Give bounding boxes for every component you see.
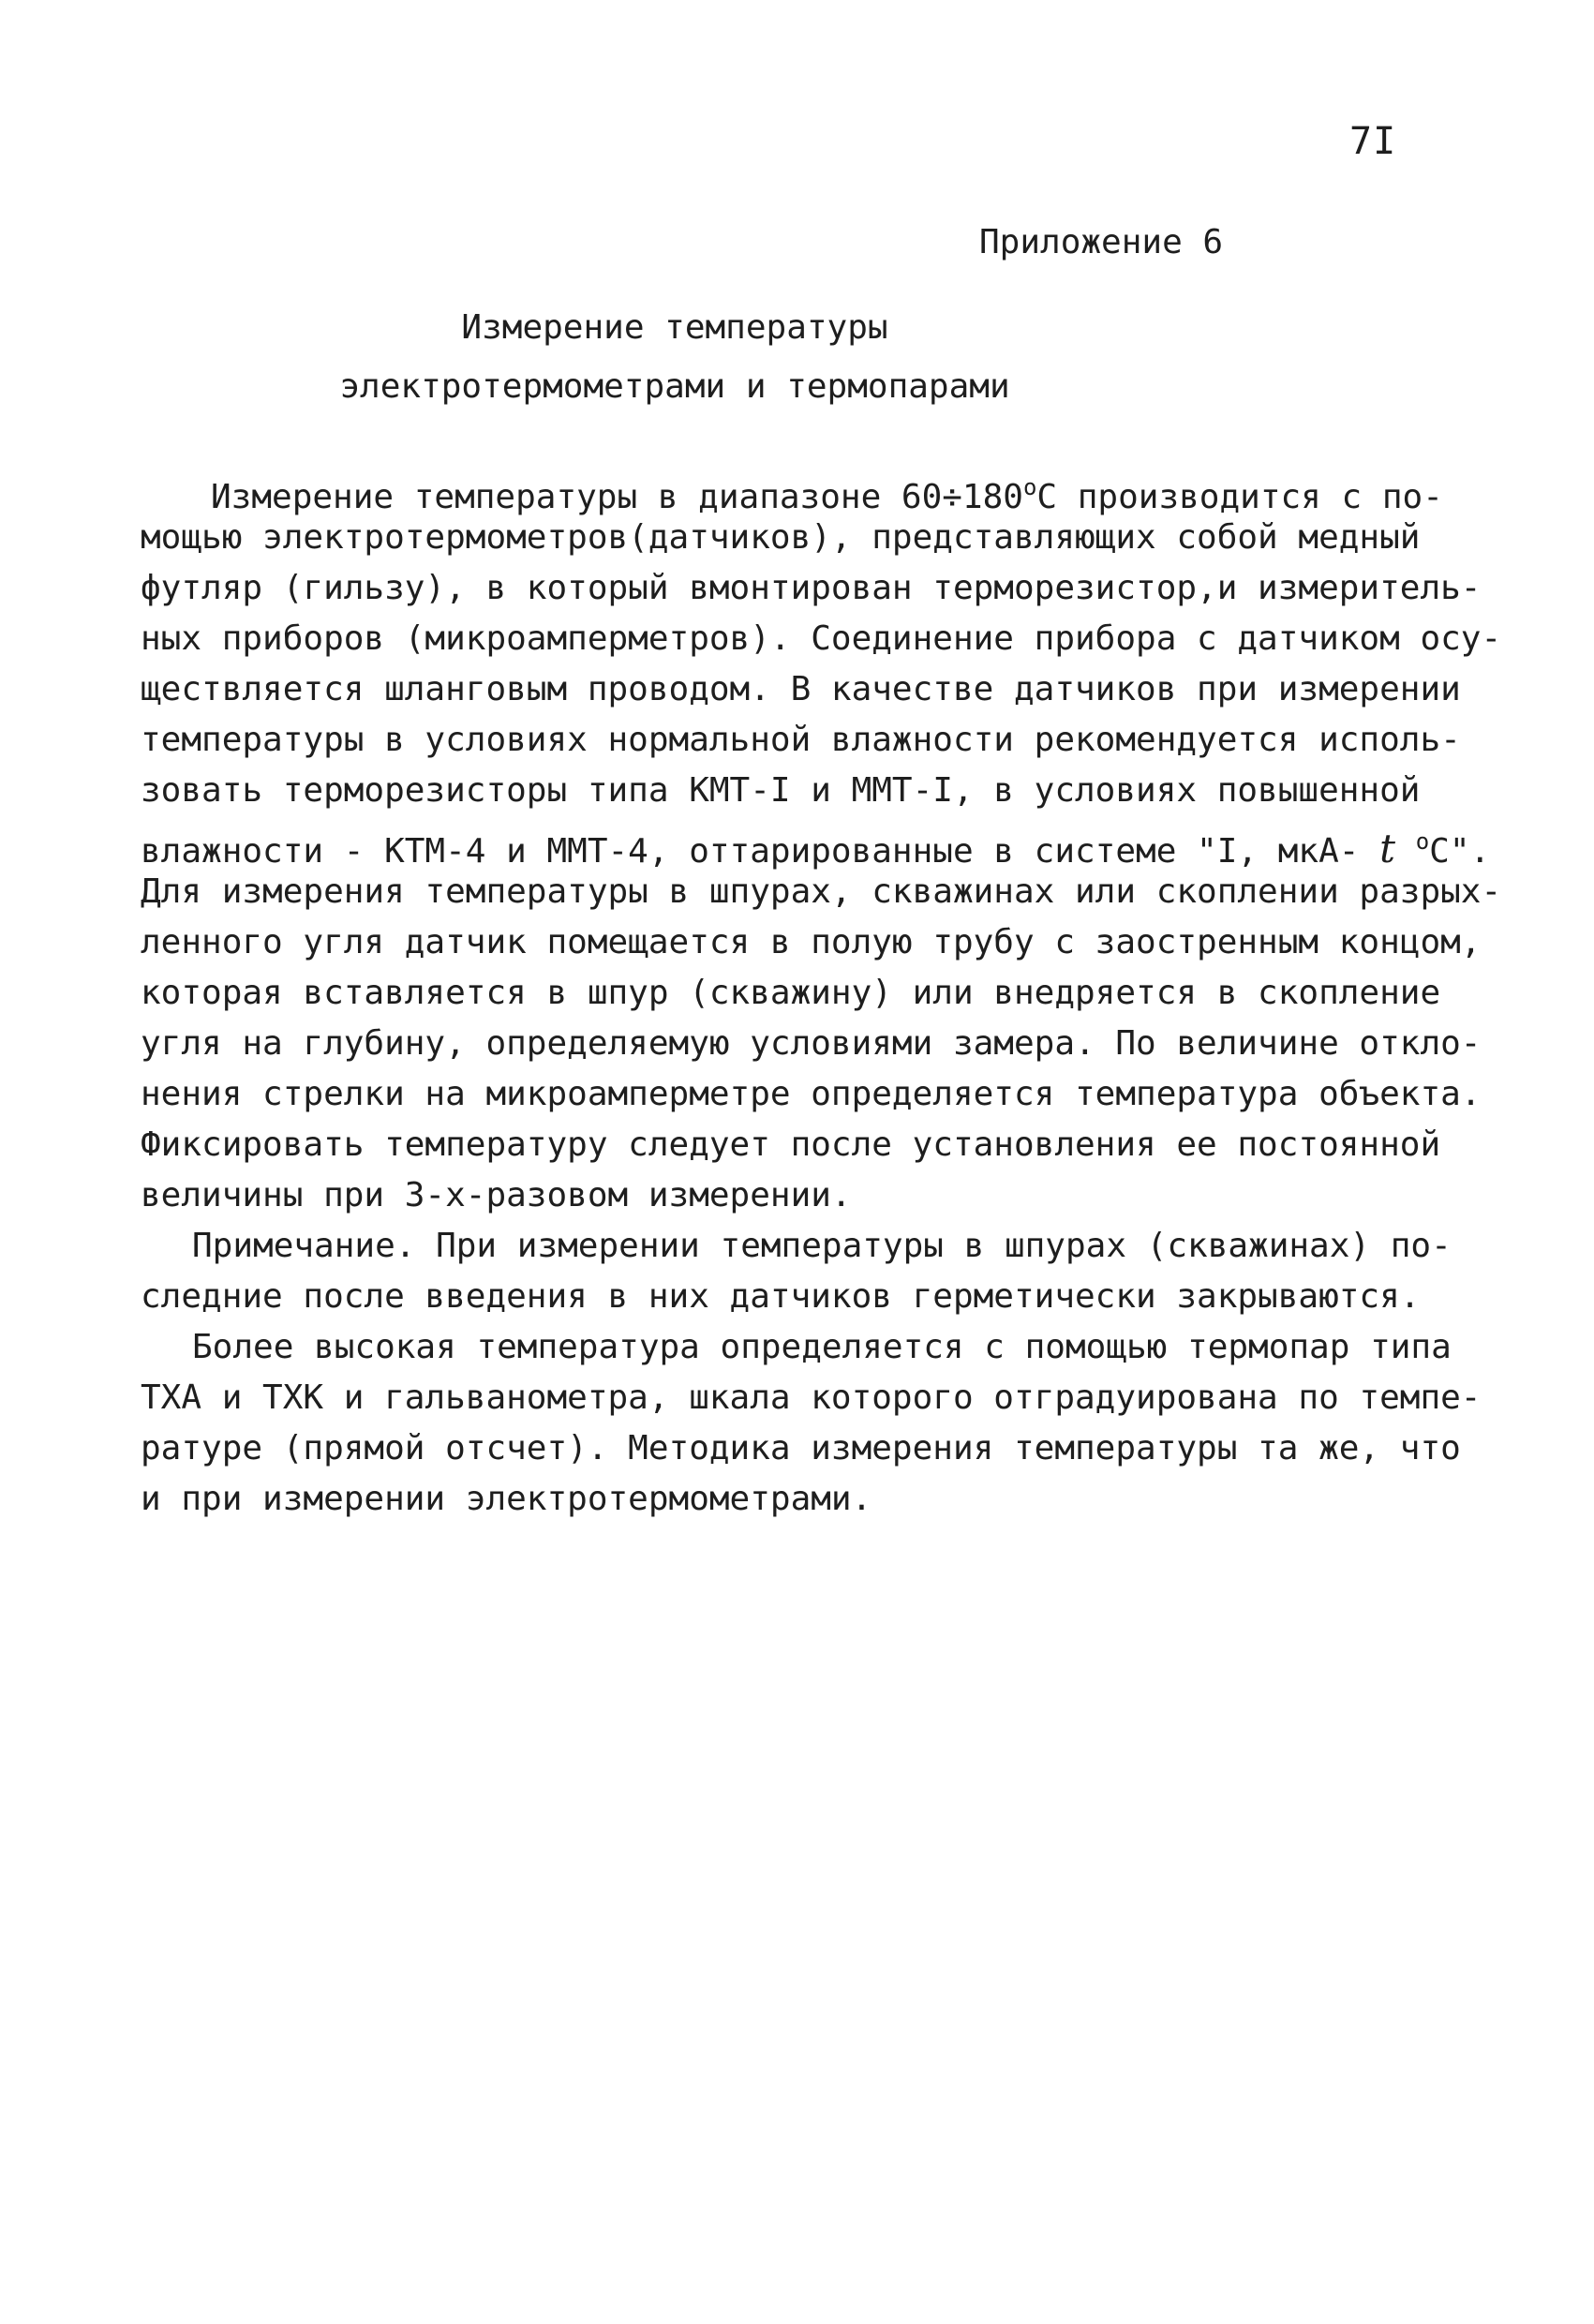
paragraph2-line-1: Более высокая температура определяется с помощью термопар типа	[192, 1328, 1452, 1366]
paragraph1-line-9: Для измерения температуры в шпурах, скважинах или скоплении разрых-	[141, 872, 1502, 911]
page-number: 7I	[1349, 120, 1397, 163]
paragraph2-line-4: и при измерении электротермометрами.	[141, 1480, 872, 1518]
title-line-2: электротермометрами и термопарами	[339, 367, 1010, 406]
paragraph1-line-8-text-b: С".	[1429, 832, 1491, 871]
paragraph1-line-3: футляр (гильзу), в который вмонтирован терморезистор,и измеритель-	[141, 569, 1482, 607]
paragraph1-line-7: зовать терморезисторы типа КМТ-I и ММТ-I, в условиях повышенной	[141, 771, 1421, 810]
paragraph1-line-4: ных приборов (микроамперметров). Соединение прибора с датчиком осу-	[141, 619, 1502, 658]
appendix-label: Приложение 6	[979, 223, 1224, 261]
paragraph1-line-15: величины при 3-х-разовом измерении.	[141, 1176, 852, 1214]
title-line-1: Измерение температуры	[461, 308, 888, 347]
paragraph2-line-3: ратуре (прямой отсчет). Методика измерения температуры та же, что	[141, 1429, 1461, 1467]
paragraph1-line-8-text-a: влажности - КТМ-4 и ММТ-4, оттарированные в системе "I, мкА-	[141, 832, 1380, 871]
paragraph1-line-10: ленного угля датчик помещается в полую трубу с заостренным концом,	[141, 923, 1482, 961]
paragraph1-line-11: которая вставляется в шпур (скважину) или внедряется в скопление	[141, 974, 1441, 1012]
degree-superscript: o	[1022, 474, 1037, 500]
paragraph1-line-2: мощью электротермометров(датчиков), представляющих собой медный	[141, 518, 1421, 557]
page-title	[0, 298, 1349, 416]
degree-superscript-2: o	[1415, 828, 1430, 855]
paragraph1-line-12: угля на глубину, определяемую условиями замера. По величине откло-	[141, 1024, 1482, 1063]
paragraph2-line-2: ТХА и ТХК и гальванометра, шкала которого отградуирована по темпе-	[141, 1378, 1482, 1417]
note-line-2: следние после введения в них датчиков герметически закрываются.	[141, 1277, 1421, 1316]
paragraph1-line-8	[141, 819, 1490, 874]
paragraph1-line-13: нения стрелки на микроамперметре определяется температура объекта.	[141, 1075, 1482, 1113]
paragraph1-line-5: ществляется шланговым проводом. В качестве датчиков при измерении	[141, 670, 1461, 708]
paragraph1-line-14: Фиксировать температуру следует после установления ее постоянной	[141, 1125, 1441, 1164]
paragraph1-line-6: температуры в условиях нормальной влажности рекомендуется исполь-	[141, 721, 1461, 759]
paragraph1-line-1-text-b: С производится с по-	[1036, 478, 1443, 516]
paragraph1-line-1	[211, 465, 1443, 520]
temperature-symbol: t	[1379, 826, 1395, 872]
paragraph1-line-1-text-a: Измерение температуры в диапазоне 60÷180	[211, 478, 1023, 516]
note-line-1: Примечание. При измерении температуры в шпурах (скважинах) по-	[192, 1227, 1452, 1265]
